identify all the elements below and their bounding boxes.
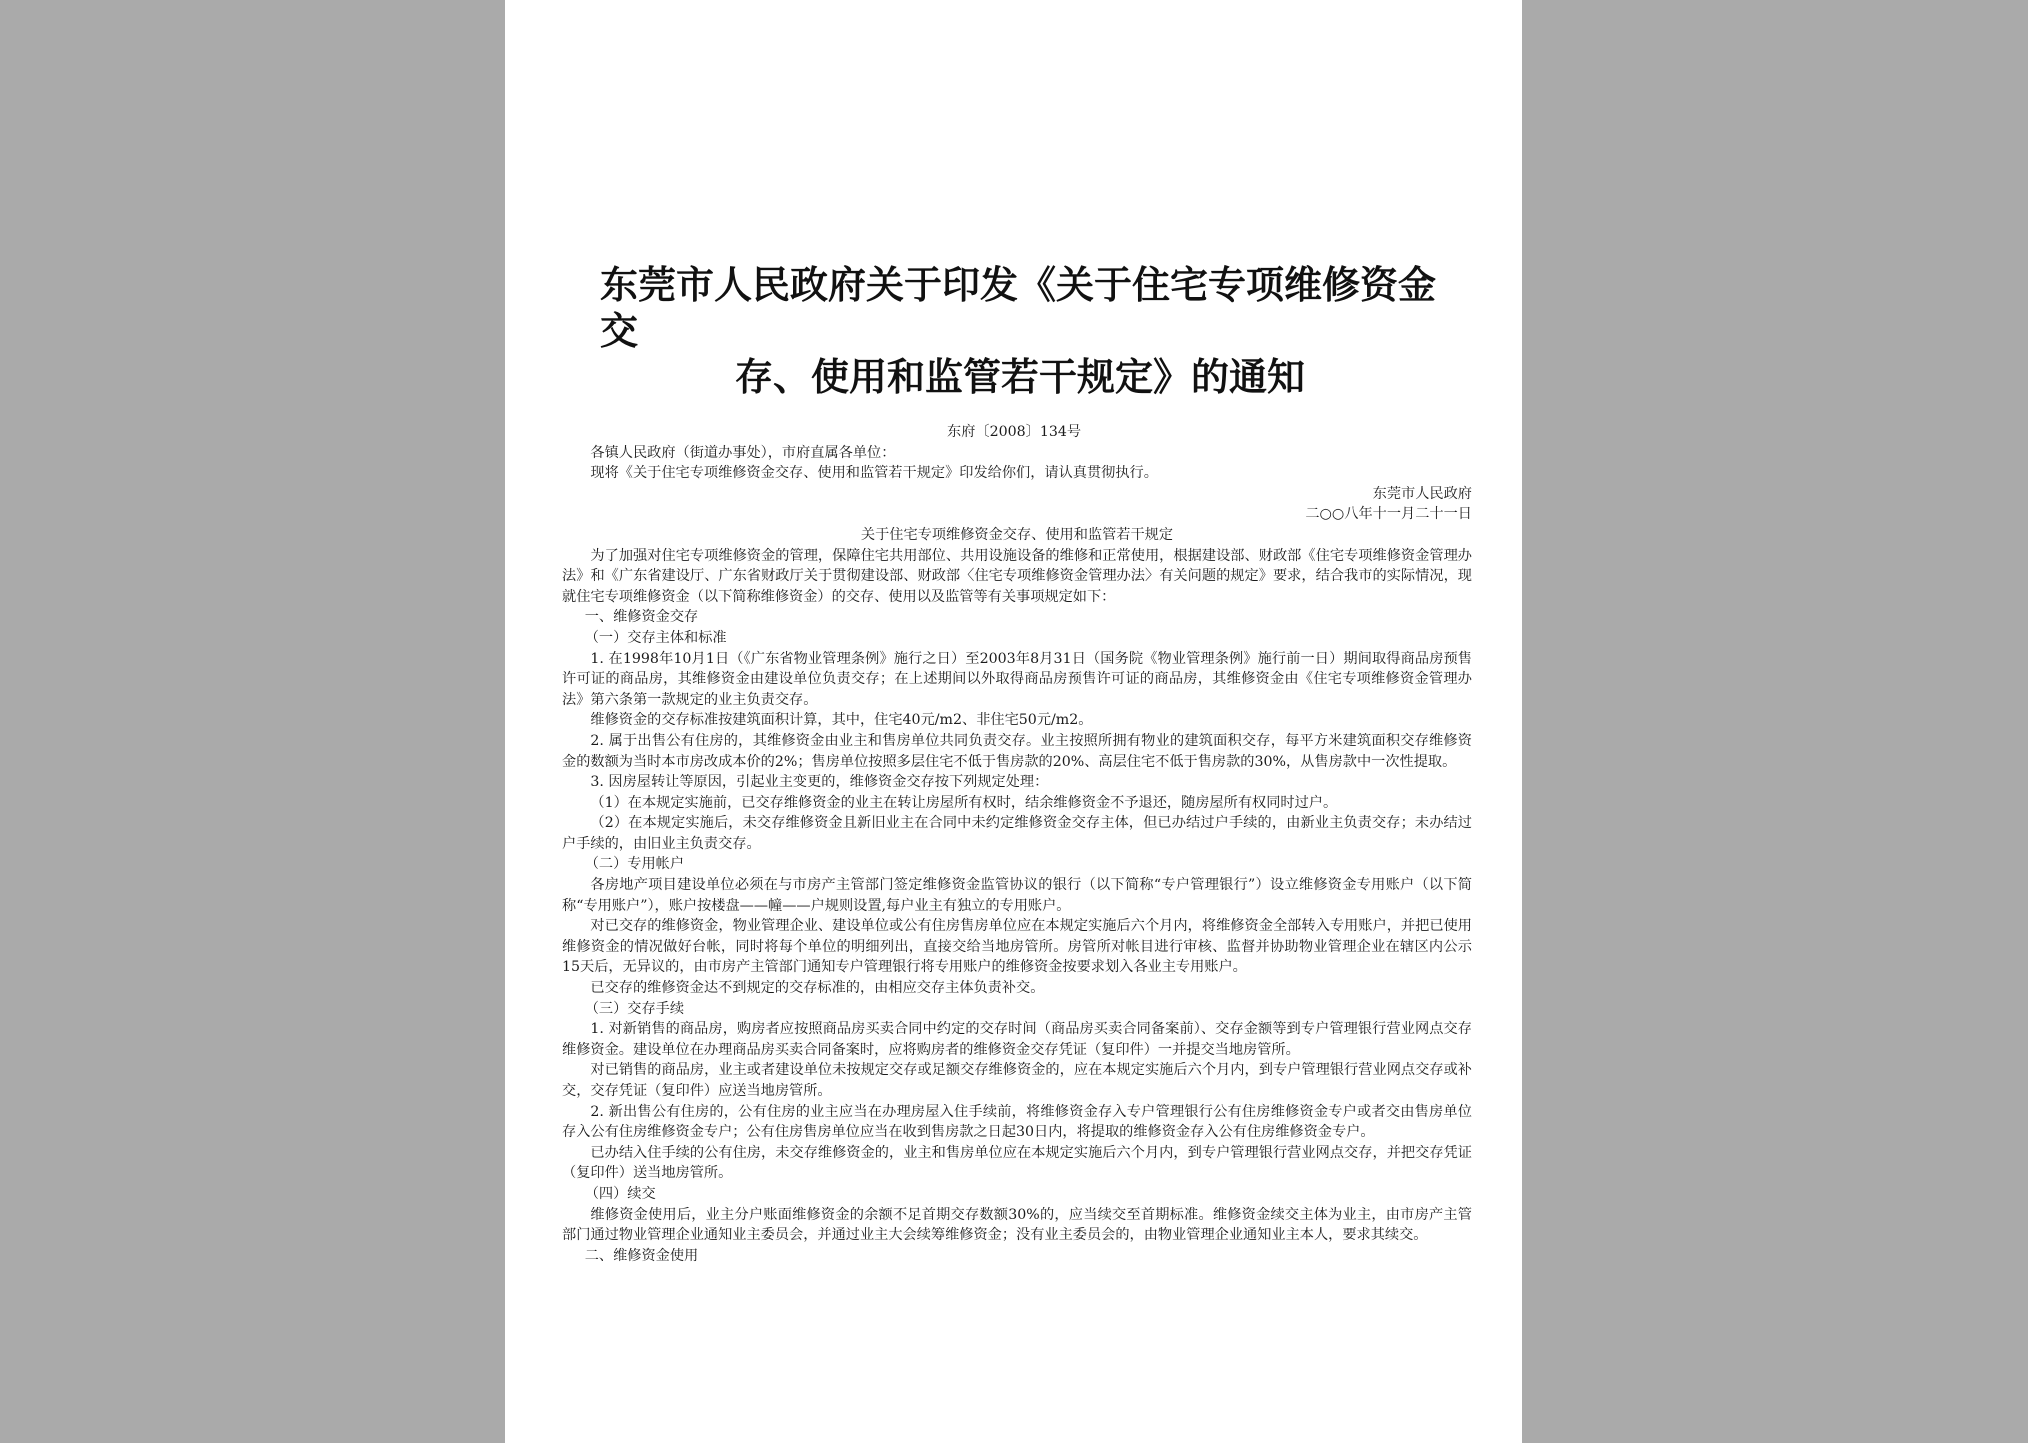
issue-date: 二○○八年十一月二十一日: [1305, 506, 1472, 523]
paragraph: 对已交存的维修资金，物业管理企业、建设单位或公有住房售房单位应在本规定实施后六个月内，将维修资金全部转入专用账户，并把已使用维修资金的情况做好台帐，同时将每个单位的明细列出，直接交给当地房管所。房管所对帐目进行审核、监督并协助物业管理企业在辖区内公示15天后，无异议的，由市房产主管部门通知专户管理银行将专用账户的维修资金按要求划入各业主专用账户。: [562, 918, 1472, 976]
document-body: [562, 422, 1472, 1266]
subsection-heading: （二）专用帐户: [584, 856, 685, 873]
document-number: 东府〔2008〕134号: [947, 424, 1082, 440]
regulation-title: 关于住宅专项维修资金交存、使用和监管若干规定: [860, 526, 1174, 543]
paragraph: 各房地产项目建设单位必须在与市房产主管部门签定维修资金监管协议的银行（以下简称“专户管理银行”）设立维修资金专用账户（以下简称“专用账户”），账户按楼盘——幢——户规则设置,每户业主有独立的专用账户。: [562, 877, 1472, 914]
paragraph: 对已销售的商品房，业主或者建设单位未按规定交存或足额交存维修资金的，应在本规定实施后六个月内，到专户管理银行营业网点交存或补交，交存凭证（复印件）应送当地房管所。: [562, 1062, 1472, 1099]
paragraph: 2. 属于出售公有住房的，其维修资金由业主和售房单位共同负责交存。业主按照所拥有物业的建筑面积交存，每平方米建筑面积交存维修资金的数额为当时本市房改成本价的2%；售房单位按照多层住宅不低于售房款的20%、高层住宅不低于售房款的30%，从售房款中一次性提取。: [562, 732, 1472, 770]
paragraph: 1. 对新销售的商品房，购房者应按照商品房买卖合同中约定的交存时间（商品房买卖合同备案前）、交存金额等到专户管理银行营业网点交存维修资金。建设单位在办理商品房买卖合同备案时，应将购房者的维修资金交存凭证（复印件）一并提交当地房管所。: [562, 1021, 1472, 1058]
title-line-2: 存、使用和监管若干规定》的通知: [735, 354, 1306, 399]
subsection-heading: （三）交存手续: [584, 1000, 685, 1017]
document-title: [600, 262, 1440, 400]
notice-text: 现将《关于住宅专项维修资金交存、使用和监管若干规定》印发给你们，请认真贯彻执行。: [590, 465, 1158, 482]
paragraph: （2）在本规定实施后，未交存维修资金且新旧业主在合同中未约定维修资金交存主体，但已办结过户手续的，由新业主负责交存；未办结过户手续的，由旧业主负责交存。: [562, 815, 1472, 852]
document-page: [505, 0, 1522, 1443]
paragraph: 为了加强对住宅专项维修资金的管理，保障住宅共用部位、共用设施设备的维修和正常使用，根据建设部、财政部《住宅专项维修资金管理办法》和《广东省建设厅、广东省财政厅关于贯彻建设部、财政部〈住宅专项维修资金管理办法〉有关问题的规定》要求，结合我市的实际情况，现就住宅专项维修资金（以下简称维修资金）的交存、使用以及监管等有关事项规定如下：: [562, 547, 1472, 605]
subsection-heading: （一）交存主体和标准: [584, 629, 727, 646]
subsection-heading: （四）续交: [584, 1185, 656, 1202]
title-line-1: 东莞市人民政府关于印发《关于住宅专项维修资金交: [600, 262, 1437, 353]
paragraph: 3. 因房屋转让等原因，引起业主变更的，维修资金交存按下列规定处理：: [590, 774, 1049, 791]
paragraph: （1）在本规定实施前，已交存维修资金的业主在转让房屋所有权时，结余维修资金不予退还，随房屋所有权同时过户。: [590, 794, 1338, 811]
section-heading: 一、维修资金交存: [584, 609, 699, 626]
paragraph: 维修资金使用后，业主分户账面维修资金的余额不足首期交存数额30%的，应当续交至首期标准。维修资金续交主体为业主，由市房产主管部门通过物业管理企业通知业主委员会，并通过业主大会续筹维修资金；没有业主委员会的，由物业管理企业通知业主本人，要求其续交。: [562, 1206, 1472, 1244]
paragraph: 已办结入住手续的公有住房，未交存维修资金的，业主和售房单位应在本规定实施后六个月内，到专户管理银行营业网点交存，并把交存凭证（复印件）送当地房管所。: [562, 1144, 1472, 1182]
paragraph: 维修资金的交存标准按建筑面积计算，其中，住宅40元/m2、非住宅50元/m2。: [590, 712, 1093, 729]
section-heading: 二、维修资金使用: [584, 1247, 699, 1264]
addressees: 各镇人民政府（街道办事处），市府直属各单位：: [590, 444, 896, 461]
paragraph: 2. 新出售公有住房的，公有住房的业主应当在办理房屋入住手续前，将维修资金存入专户管理银行公有住房维修资金专户或者交由售房单位存入公有住房维修资金专户；公有住房售房单位应当在收到售房款之日起30日内，将提取的维修资金存入公有住房维修资金专户。: [562, 1103, 1472, 1141]
paragraph: 已交存的维修资金达不到规定的交存标准的，由相应交存主体负责补交。: [590, 980, 1045, 997]
paragraph: 1. 在1998年10月1日（《广东省物业管理条例》施行之日）至2003年8月31日（国务院《物业管理条例》施行前一日）期间取得商品房预售许可证的商品房，其维修资金由建设单位负责交存；在上述期间以外取得商品房预售许可证的商品房，其维修资金由《住宅专项维修资金管理办法》第六条第一款规定的业主负责交存。: [562, 650, 1472, 708]
issuer: 东莞市人民政府: [1372, 485, 1472, 502]
